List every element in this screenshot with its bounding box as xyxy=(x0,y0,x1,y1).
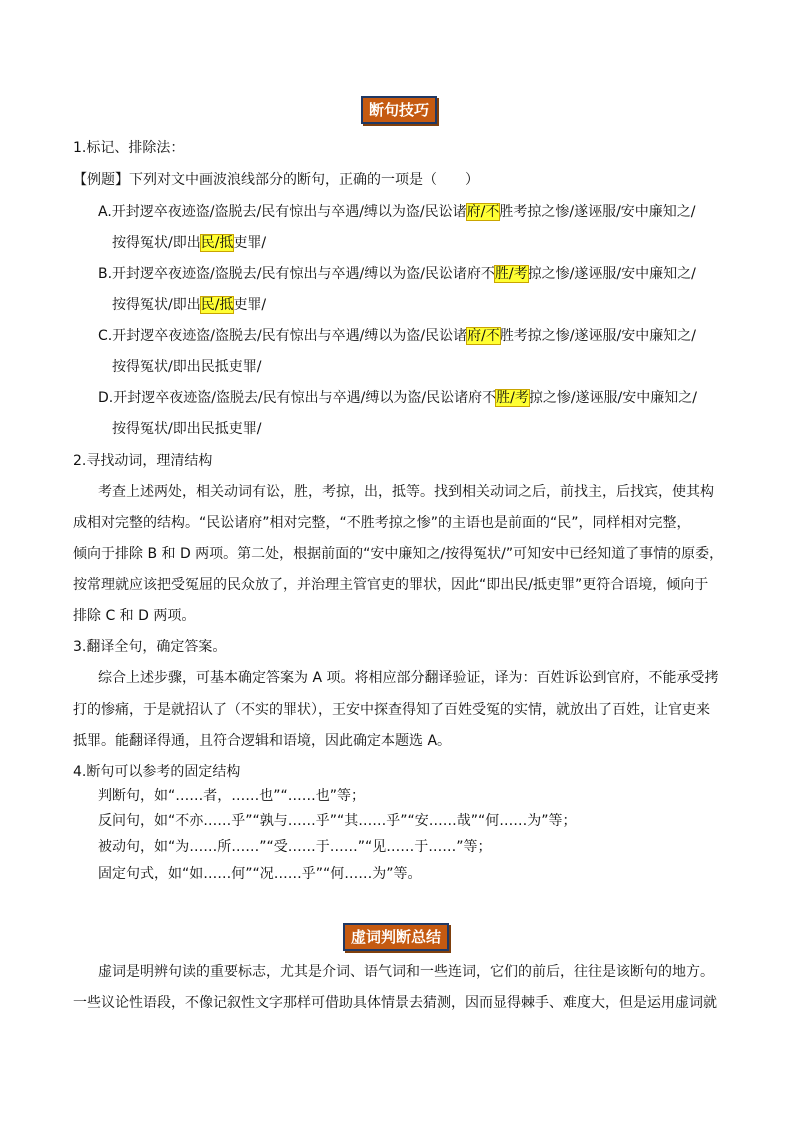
option-d-line1 xyxy=(98,388,697,408)
option-text: 按得冤状/即出 xyxy=(112,235,201,251)
option-b-line1 xyxy=(98,264,696,284)
option-text: 胜考掠之惨/遂诬服/安中廉知之/ xyxy=(499,328,696,344)
highlight-mark: 府/不 xyxy=(467,328,500,344)
paragraph-line: 综合上述步骤，可基本确定答案为 A 项。将相应部分翻译验证，译为：百姓诉讼到官府，不能承受拷 xyxy=(98,670,719,686)
highlight-mark: 民/抵 xyxy=(200,235,234,251)
example-question-text: 下列对文中画波浪线部分的断句，正确的一项是（ ） xyxy=(129,172,479,188)
section-title-badge: 虚词判断总结 xyxy=(343,923,449,951)
option-b-line2 xyxy=(112,295,266,315)
paragraph-line: 一些议论性语段，不像记叙性文字那样可借助具体情景去猜测，因而显得棘手、难度大，但是运用虚词就 xyxy=(73,995,717,1011)
option-text: C.开封逻卒夜迹盗/盗脱去/民有惊出与卒遇/缚以为盗/民讼诸 xyxy=(98,328,468,344)
section-heading: 3.翻译全句，确定答案。 xyxy=(73,639,227,655)
option-a-line1 xyxy=(98,202,696,222)
option-text: 吏罪/ xyxy=(233,297,267,313)
section-heading: 1.标记、排除法： xyxy=(73,140,185,156)
option-text: 吏罪/ xyxy=(233,235,267,251)
paragraph-line: 抵罪。能翻译得通，且符合逻辑和语境，因此确定本题选 A。 xyxy=(73,733,452,749)
highlight-mark: 民/抵 xyxy=(200,297,234,313)
list-item: 判断句，如“……者，……也”“……也”等； xyxy=(98,788,366,804)
paragraph-line: 打的惨痛，于是就招认了（不实的罪状），王安中探查得知了百姓受冤的实情，就放出了百姓，让官吏来 xyxy=(73,702,710,718)
option-d-line2: 按得冤状/即出民抵吏罪/ xyxy=(112,421,262,437)
option-text: 掠之惨/遂诬服/安中廉知之/ xyxy=(528,390,697,406)
section-heading: 4.断句可以参考的固定结构 xyxy=(73,764,241,780)
option-c-line2: 按得冤状/即出民抵吏罪/ xyxy=(112,359,262,375)
section-title-badge: 断句技巧 xyxy=(361,96,437,124)
list-item: 反问句，如“不亦……乎”“孰与……乎”“其……乎”“安……哉”“何……为”等； xyxy=(98,813,577,829)
section-heading: 2.寻找动词，理清结构 xyxy=(73,453,213,469)
option-c-line1 xyxy=(98,326,696,346)
paragraph-line: 考查上述两处，相关动词有讼，胜，考掠，出，抵等。找到相关动词之后，前找主，后找宾，使其构 xyxy=(98,484,714,500)
example-question xyxy=(73,170,479,190)
option-a-line2 xyxy=(112,233,266,253)
option-text: 胜考掠之惨/遂诬服/安中廉知之/ xyxy=(499,204,696,220)
option-text: 按得冤状/即出 xyxy=(112,297,201,313)
option-text: B.开封逻卒夜迹盗/盗脱去/民有惊出与卒遇/缚以为盗/民讼诸府不 xyxy=(98,266,495,282)
paragraph-line: 成相对完整的结构。“民讼诸府”相对完整，“不胜考掠之惨”的主语也是前面的“民”，同样相对完整， xyxy=(73,515,691,531)
example-label: 【例题】 xyxy=(73,172,129,188)
option-text: 掠之惨/遂诬服/安中廉知之/ xyxy=(527,266,696,282)
option-text: D.开封逻卒夜迹盗/盗脱去/民有惊出与卒遇/缚以为盗/民讼诸府不 xyxy=(98,390,497,406)
paragraph-line: 虚词是明辨句读的重要标志，尤其是介词、语气词和一些连词，它们的前后，往往是该断句的地方。 xyxy=(98,964,714,980)
highlight-mark: 府/不 xyxy=(466,204,500,220)
highlight-mark: 胜/考 xyxy=(496,390,529,406)
highlight-mark: 胜/考 xyxy=(494,266,528,282)
paragraph-line: 倾向于排除 B 和 D 两项。第二处，根据前面的“安中廉知之/按得冤状/”可知安中已经知道了事情的原委， xyxy=(73,546,724,562)
list-item: 被动句，如“为……所……”“受……于……”“见……于……”等； xyxy=(98,839,492,855)
option-text: A.开封逻卒夜迹盗/盗脱去/民有惊出与卒遇/缚以为盗/民讼诸 xyxy=(98,204,467,220)
paragraph-line: 排除 C 和 D 两项。 xyxy=(73,608,196,624)
list-item: 固定句式，如“如……何”“况……乎”“何……为”等。 xyxy=(98,866,422,882)
paragraph-line: 按常理就应该把受冤屈的民众放了，并治理主管官吏的罪状，因此“即出民/抵吏罪”更符合语境，倾向于 xyxy=(73,577,709,593)
